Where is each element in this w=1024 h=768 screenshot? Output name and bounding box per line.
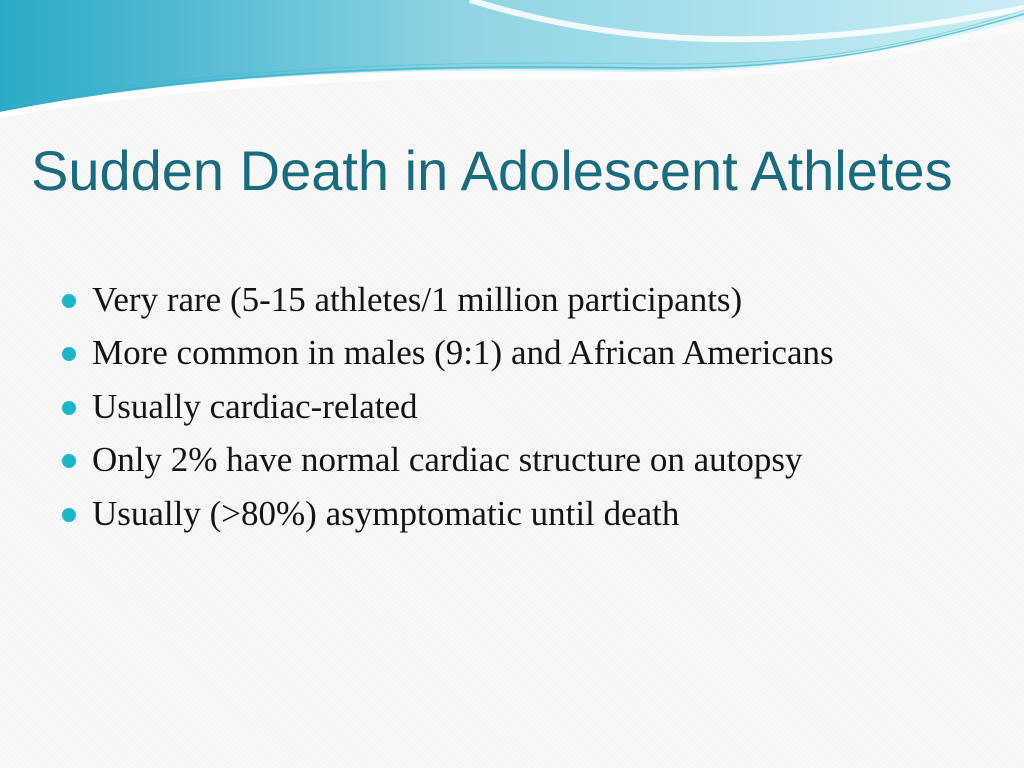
bullet-text: Usually (>80%) asymptomatic until death <box>92 493 680 533</box>
bullet-item <box>62 327 1002 381</box>
bullet-marker-icon <box>62 508 76 522</box>
bullet-text: Very rare (5-15 athletes/1 million participants) <box>92 279 743 319</box>
bullet-marker-icon <box>62 401 76 415</box>
slide-title: Sudden Death in Adolescent Athletes <box>31 139 953 202</box>
bullet-item <box>62 380 1002 434</box>
bullet-marker-icon <box>62 454 76 468</box>
bullet-list <box>62 273 1002 541</box>
bullet-marker-icon <box>62 347 76 361</box>
bullet-text: More common in males (9:1) and African Americans <box>92 333 834 373</box>
bullet-item <box>62 487 1002 541</box>
bullet-item <box>62 434 1002 488</box>
bullet-text: Usually cardiac-related <box>92 386 418 426</box>
header-wave-decoration <box>0 0 1024 120</box>
bullet-item <box>62 273 1002 327</box>
bullet-text: Only 2% have normal cardiac structure on autopsy <box>92 440 803 480</box>
bullet-marker-icon <box>62 294 76 308</box>
